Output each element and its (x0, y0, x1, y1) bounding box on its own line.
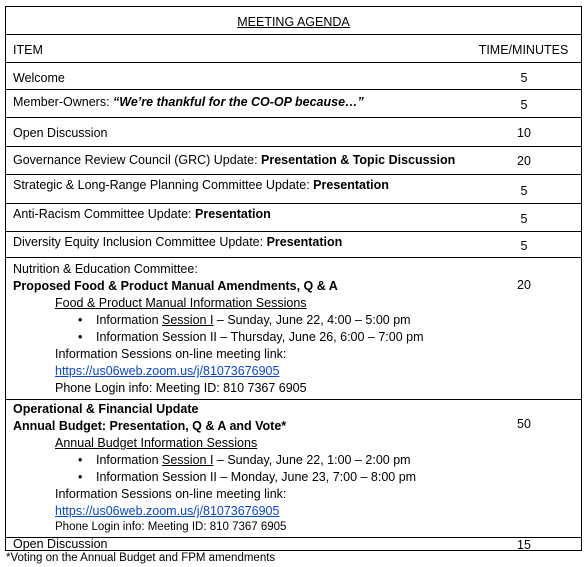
agenda-item (13, 178, 389, 192)
agenda-item-title: Operational & Financial Update (13, 402, 199, 416)
agenda-item-label: Governance Review Council (GRC) Update: (13, 153, 262, 167)
agenda-row (6, 63, 581, 90)
time-column-header: TIME/MINUTES (478, 43, 569, 57)
agenda-time: 5 (520, 239, 528, 253)
session-item: Information Session II – Thursday, June 26, 6:00 – 7:00 pm (96, 330, 424, 344)
agenda-time: 20 (517, 278, 531, 292)
agenda-row (6, 118, 581, 147)
agenda-row (6, 147, 581, 175)
agenda-item-label: Anti-Racism Committee Update: (13, 207, 196, 221)
phone-info: Phone Login info: Meeting ID: 810 7367 6905 (55, 521, 287, 533)
agenda-header-row (6, 35, 581, 63)
agenda-item-emphasis: Presentation & Topic Discussion (261, 153, 456, 167)
agenda-item: Welcome (13, 71, 65, 85)
session-item (96, 313, 411, 327)
agenda-item (13, 207, 271, 221)
footnote: *Voting on the Annual Budget and FPM amendments (6, 552, 276, 564)
session-item (96, 453, 411, 467)
agenda-row (6, 204, 581, 232)
agenda-title: MEETING AGENDA (237, 15, 350, 29)
agenda-time: 10 (517, 126, 531, 140)
agenda-item: Nutrition & Education Committee: (13, 262, 198, 276)
agenda-item-emphasis: Presentation (195, 207, 271, 221)
agenda-item: Open Discussion (13, 126, 108, 140)
agenda-item-title: Annual Budget: Presentation, Q & A and Vote* (13, 419, 287, 433)
phone-info: Phone Login info: Meeting ID: 810 7367 6905 (55, 381, 307, 395)
session-date: – Sunday, June 22, 1:00 – 2:00 pm (213, 453, 411, 467)
link-label: Information Sessions on-line meeting link: (55, 487, 287, 501)
item-column-header: ITEM (13, 43, 43, 57)
agenda-item-emphasis: Presentation (266, 235, 343, 249)
sessions-heading: Food & Product Manual Information Sessions (55, 296, 307, 310)
bullet-icon: • (78, 453, 83, 467)
agenda-time: 5 (520, 212, 528, 226)
session-name: Session I (162, 453, 214, 467)
bullet-icon: • (78, 470, 83, 484)
agenda-title-row (6, 7, 581, 35)
sessions-heading: Annual Budget Information Sessions (55, 436, 258, 450)
agenda-time: 5 (520, 98, 528, 112)
agenda-item-emphasis: “We’re thankful for the CO-OP because…” (113, 95, 364, 109)
link-label: Information Sessions on-line meeting link: (55, 347, 287, 361)
session-item: Information Session II – Monday, June 23, 7:00 – 8:00 pm (96, 470, 417, 484)
agenda-row-budget (6, 400, 581, 538)
session-name: Session I (162, 313, 214, 327)
agenda-item-label: Strategic & Long-Range Planning Committee Update: (13, 178, 314, 192)
agenda-item-label: Diversity Equity Inclusion Committee Update: (13, 235, 267, 249)
agenda-row (6, 175, 581, 204)
bullet-icon: • (78, 330, 83, 344)
agenda-item: Open Discussion (13, 537, 108, 551)
agenda-time: 15 (517, 538, 531, 552)
agenda-item-title: Proposed Food & Product Manual Amendments, Q & A (13, 279, 338, 293)
agenda-time: 5 (520, 184, 528, 198)
session-label: Information (96, 453, 163, 467)
agenda-time: 20 (517, 154, 531, 168)
agenda-item (13, 235, 342, 249)
agenda-row (6, 538, 581, 551)
agenda-row (6, 90, 581, 118)
session-label: Information (96, 313, 163, 327)
agenda-row (6, 232, 581, 258)
agenda-time: 50 (517, 417, 531, 431)
meeting-link[interactable]: https://us06web.zoom.us/j/81073676905 (55, 504, 280, 518)
agenda-time: 5 (520, 71, 528, 85)
bullet-icon: • (78, 313, 83, 327)
agenda-table (5, 6, 582, 551)
agenda-row-nutrition (6, 258, 581, 400)
session-date: – Sunday, June 22, 4:00 – 5:00 pm (213, 313, 411, 327)
meeting-link[interactable]: https://us06web.zoom.us/j/81073676905 (55, 364, 280, 378)
agenda-item-label: Member-Owners: (13, 95, 114, 109)
agenda-item (13, 153, 455, 167)
agenda-item (13, 95, 364, 109)
agenda-item-emphasis: Presentation (313, 178, 389, 192)
